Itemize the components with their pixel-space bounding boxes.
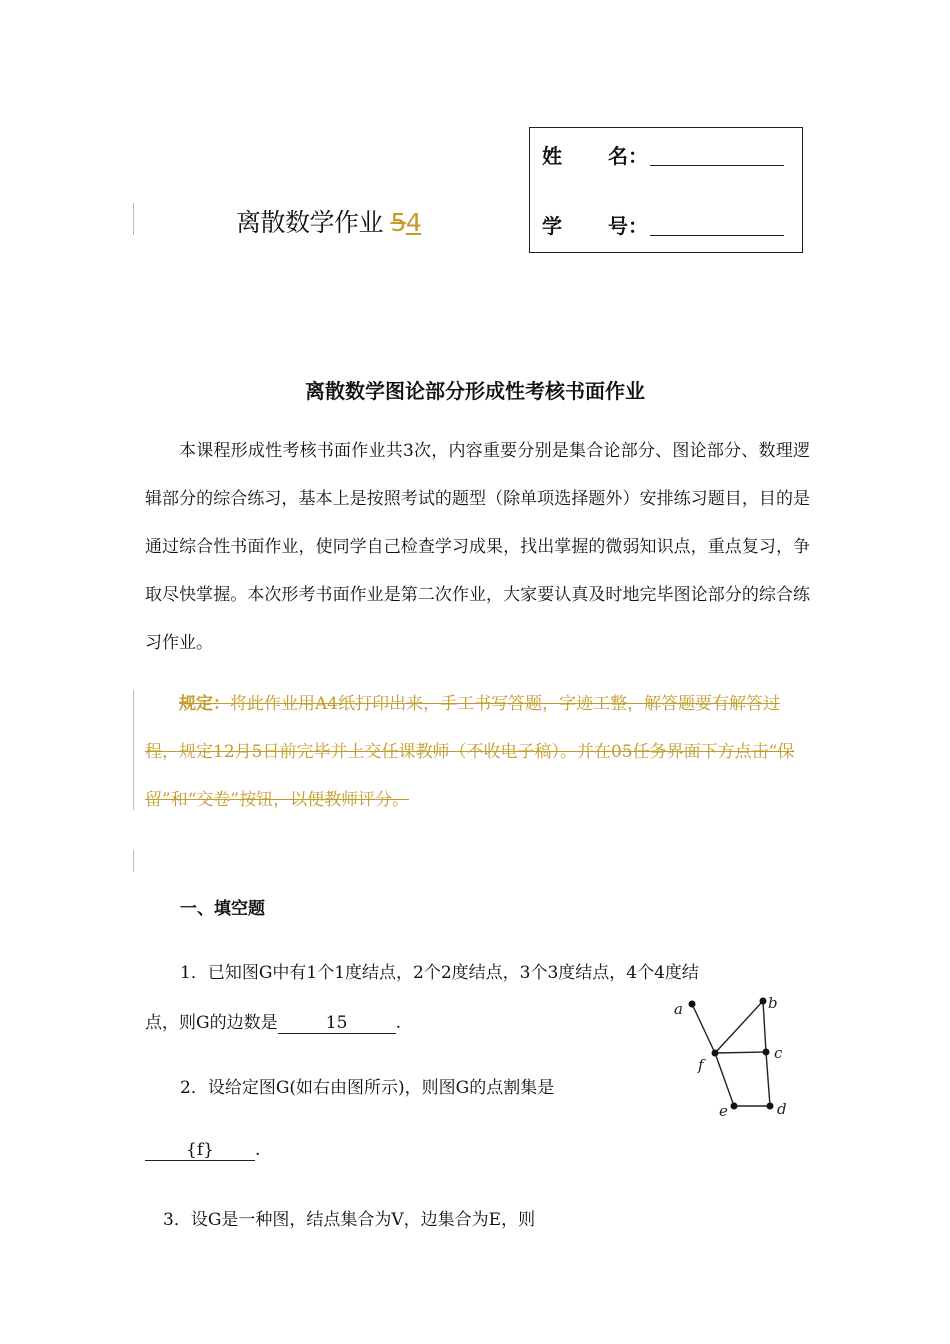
label-d: d (777, 1100, 787, 1118)
graph-g-figure (660, 988, 800, 1123)
page-heading: 离散数学图论部分形成性考核书面作业 (305, 379, 645, 403)
title-number-inserted: 4 (405, 208, 422, 237)
requirements-paragraph (145, 680, 810, 824)
student-info-box (529, 127, 803, 253)
label-a: a (674, 1000, 683, 1018)
node-c (763, 1049, 770, 1056)
margin-mark-title (133, 203, 134, 235)
name-row (542, 140, 784, 169)
question-2-line-1: 2．设给定图G(如右由图所示)，则图G的点割集是 (180, 1078, 555, 1098)
label-f: f (698, 1056, 704, 1074)
label-e: e (719, 1102, 728, 1120)
node-e (731, 1103, 738, 1110)
edge-f-c (715, 1052, 766, 1053)
name-label-2: 名： (608, 144, 648, 168)
id-blank[interactable] (650, 215, 784, 236)
requirements-text: 将此作业用A4纸打印出来，手工书写答题，字迹工整，解答题要有解答过程，规定12月5日前完毕并上交任课教师（不收电子稿）。并在05任务界面下方点击“保留”和“交卷”按钮，以便教师评分。 (145, 694, 795, 810)
label-b: b (768, 994, 778, 1012)
node-b (760, 998, 767, 1005)
question-3-line-1: 3．设G是一种图，结点集合为V，边集合为E，则 (163, 1210, 536, 1230)
document-title (236, 203, 421, 239)
node-d (767, 1103, 774, 1110)
title-number-deleted: 5 (390, 208, 406, 237)
edge-b-c (763, 1001, 766, 1052)
id-row (542, 210, 784, 239)
question-1-line-1: 1．已知图G中有1个1度结点，2个2度结点，3个3度结点，4个4度结 (180, 963, 699, 983)
name-label-1: 姓 (542, 144, 562, 168)
id-label-1: 学 (542, 214, 562, 238)
requirements-label: 规定： (179, 694, 230, 714)
id-label-2: 号： (608, 214, 648, 238)
section-title: 一、填空题 (180, 899, 265, 919)
question-2-answer-blank[interactable]: {f} (145, 1140, 255, 1161)
margin-mark-section (133, 850, 134, 872)
label-c: c (774, 1044, 783, 1062)
edge-b-f (715, 1001, 763, 1053)
edge-c-d (766, 1052, 770, 1106)
intro-paragraph: 本课程形成性考核书面作业共3次，内容重要分别是集合论部分、图论部分、数理逻辑部分的综合练习，基本上是按照考试的题型（除单项选择题外）安排练习题目，目的是通过综合性书面作业，使同学自己检查学习成果，找出掌握的微弱知识点，重点复习，争取尽快掌握。本次形考书面作业是第二次作业，大家要认真及时地完毕图论部分的综合练习作业。 (145, 441, 810, 653)
margin-mark-rules (133, 690, 134, 810)
question-1-line-2 (145, 1008, 401, 1034)
question-1-answer-blank[interactable]: 15 (278, 1013, 396, 1034)
question-1-prefix: 点，则G的边数是 (145, 1013, 278, 1033)
title-text: 离散数学作业 (236, 208, 384, 237)
node-a (689, 1001, 696, 1008)
node-f (712, 1050, 719, 1057)
name-blank[interactable] (650, 145, 784, 166)
question-1-end: . (395, 1013, 401, 1033)
edge-a-f (692, 1004, 715, 1053)
question-2-end: . (255, 1140, 261, 1160)
question-2-answer-line (145, 1140, 260, 1161)
edge-e-f (715, 1053, 734, 1106)
